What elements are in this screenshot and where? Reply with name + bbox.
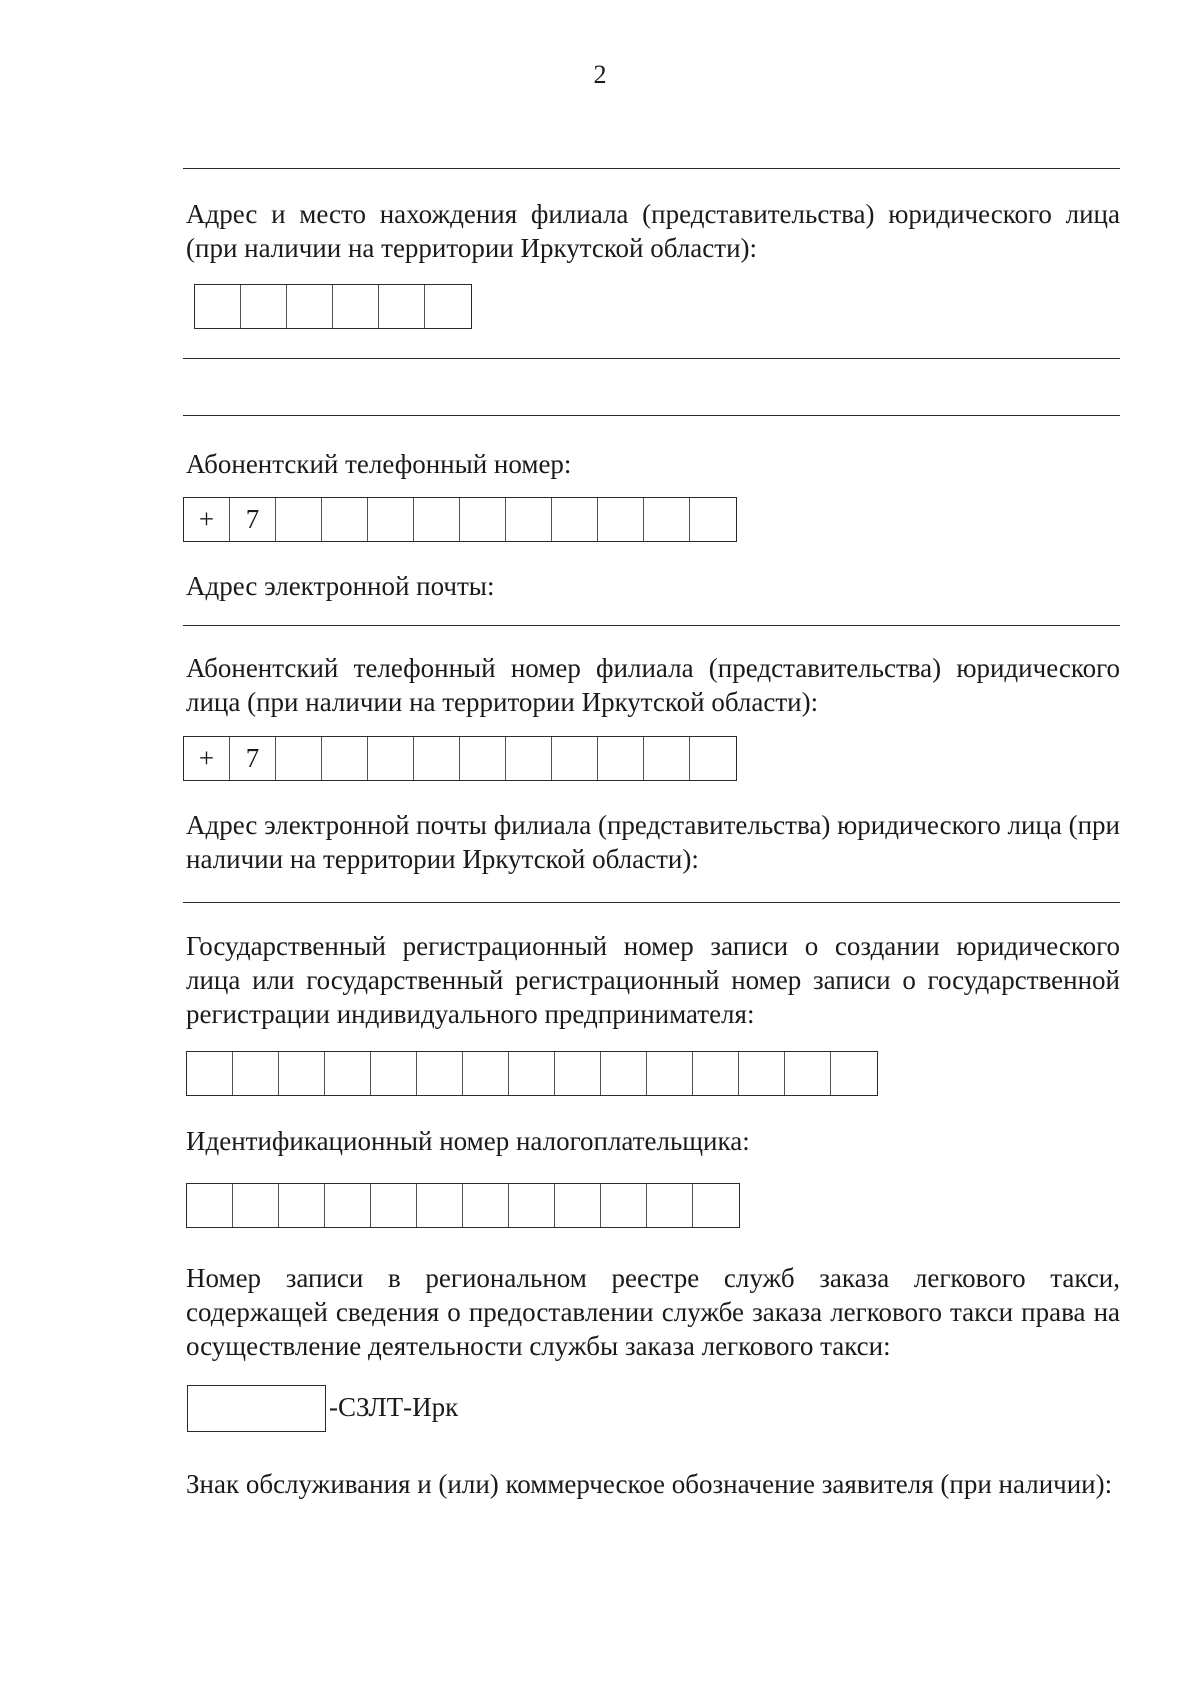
inn-cell[interactable] <box>417 1184 463 1227</box>
top-fill-line <box>183 168 1120 169</box>
phone-country-cell: 7 <box>230 498 276 541</box>
phone-digit-cell[interactable] <box>414 498 460 541</box>
branch-address-line-2[interactable] <box>183 415 1120 416</box>
inn-boxes[interactable] <box>186 1183 740 1228</box>
inn-cell[interactable] <box>325 1184 371 1227</box>
phone-digit-cell[interactable] <box>598 498 644 541</box>
postal-code-cell[interactable] <box>241 285 287 328</box>
branch-email-line[interactable] <box>183 902 1120 903</box>
ogrn-cell[interactable] <box>279 1052 325 1095</box>
registry-label: Номер записи в региональном реестре служб заказа легкового такси, содержащей сведения о предоставлении службе заказа легкового такси права на осуществление деятельности службы заказа легкового такси: <box>186 1263 1120 1361</box>
registry-suffix: -СЗЛТ-Ирк <box>329 1392 459 1422</box>
branch-address-line-1[interactable] <box>183 358 1120 359</box>
ogrn-cell[interactable] <box>831 1052 877 1095</box>
page-number: 2 <box>593 60 607 89</box>
trademark-label: Знак обслуживания и (или) коммерческое обозначение заявителя (при наличии): <box>186 1469 1113 1499</box>
branch-phone-digit-cell[interactable] <box>598 737 644 780</box>
phone-digit-cell[interactable] <box>644 498 690 541</box>
postal-code-boxes[interactable] <box>194 284 472 329</box>
ogrn-cell[interactable] <box>647 1052 693 1095</box>
ogrn-cell[interactable] <box>693 1052 739 1095</box>
branch-phone-plus-cell: + <box>184 737 230 780</box>
ogrn-cell[interactable] <box>785 1052 831 1095</box>
phone-digit-cell[interactable] <box>552 498 598 541</box>
branch-email-label: Адрес электронной почты филиала (представительства) юридического лица (при наличии на территории Иркутской области): <box>186 810 1120 874</box>
inn-cell[interactable] <box>463 1184 509 1227</box>
branch-phone-digit-cell[interactable] <box>644 737 690 780</box>
registry-number-box[interactable] <box>187 1385 326 1432</box>
email-line[interactable] <box>183 625 1120 626</box>
inn-cell[interactable] <box>509 1184 555 1227</box>
postal-code-cell[interactable] <box>425 285 471 328</box>
postal-code-cell[interactable] <box>333 285 379 328</box>
branch-phone-digit-cell[interactable] <box>690 737 736 780</box>
ogrn-cell[interactable] <box>463 1052 509 1095</box>
ogrn-boxes[interactable] <box>186 1051 878 1096</box>
phone-boxes[interactable] <box>183 497 737 542</box>
ogrn-cell[interactable] <box>601 1052 647 1095</box>
ogrn-cell[interactable] <box>509 1052 555 1095</box>
phone-digit-cell[interactable] <box>322 498 368 541</box>
branch-phone-digit-cell[interactable] <box>506 737 552 780</box>
postal-code-cell[interactable] <box>379 285 425 328</box>
ogrn-cell[interactable] <box>187 1052 233 1095</box>
phone-digit-cell[interactable] <box>460 498 506 541</box>
postal-code-cell[interactable] <box>195 285 241 328</box>
branch-phone-digit-cell[interactable] <box>460 737 506 780</box>
inn-cell[interactable] <box>279 1184 325 1227</box>
branch-phone-country-cell: 7 <box>230 737 276 780</box>
inn-cell[interactable] <box>647 1184 693 1227</box>
inn-cell[interactable] <box>233 1184 279 1227</box>
inn-cell[interactable] <box>693 1184 739 1227</box>
branch-phone-digit-cell[interactable] <box>368 737 414 780</box>
email-label: Адрес электронной почты: <box>186 571 495 601</box>
ogrn-cell[interactable] <box>417 1052 463 1095</box>
branch-phone-digit-cell[interactable] <box>552 737 598 780</box>
phone-digit-cell[interactable] <box>506 498 552 541</box>
inn-cell[interactable] <box>187 1184 233 1227</box>
ogrn-cell[interactable] <box>739 1052 785 1095</box>
branch-address-label: Адрес и место нахождения филиала (представительства) юридического лица (при наличии на территории Иркутской области): <box>186 199 1120 263</box>
inn-cell[interactable] <box>555 1184 601 1227</box>
branch-phone-digit-cell[interactable] <box>322 737 368 780</box>
phone-digit-cell[interactable] <box>276 498 322 541</box>
phone-digit-cell[interactable] <box>368 498 414 541</box>
ogrn-cell[interactable] <box>371 1052 417 1095</box>
inn-label: Идентификационный номер налогоплательщика: <box>186 1126 750 1156</box>
postal-code-cell[interactable] <box>287 285 333 328</box>
ogrn-cell[interactable] <box>233 1052 279 1095</box>
ogrn-cell[interactable] <box>325 1052 371 1095</box>
phone-digit-cell[interactable] <box>690 498 736 541</box>
ogrn-label: Государственный регистрационный номер записи о создании юридического лица или государственный регистрационный номер записи о государственной регистрации индивидуального предпринимателя: <box>186 931 1120 1029</box>
branch-phone-boxes[interactable] <box>183 736 737 781</box>
branch-phone-digit-cell[interactable] <box>276 737 322 780</box>
inn-cell[interactable] <box>601 1184 647 1227</box>
ogrn-cell[interactable] <box>555 1052 601 1095</box>
inn-cell[interactable] <box>371 1184 417 1227</box>
phone-plus-cell: + <box>184 498 230 541</box>
phone-label: Абонентский телефонный номер: <box>186 449 572 479</box>
branch-phone-label: Абонентский телефонный номер филиала (представительства) юридического лица (при наличии на территории Иркутской области): <box>186 653 1120 717</box>
branch-phone-digit-cell[interactable] <box>414 737 460 780</box>
